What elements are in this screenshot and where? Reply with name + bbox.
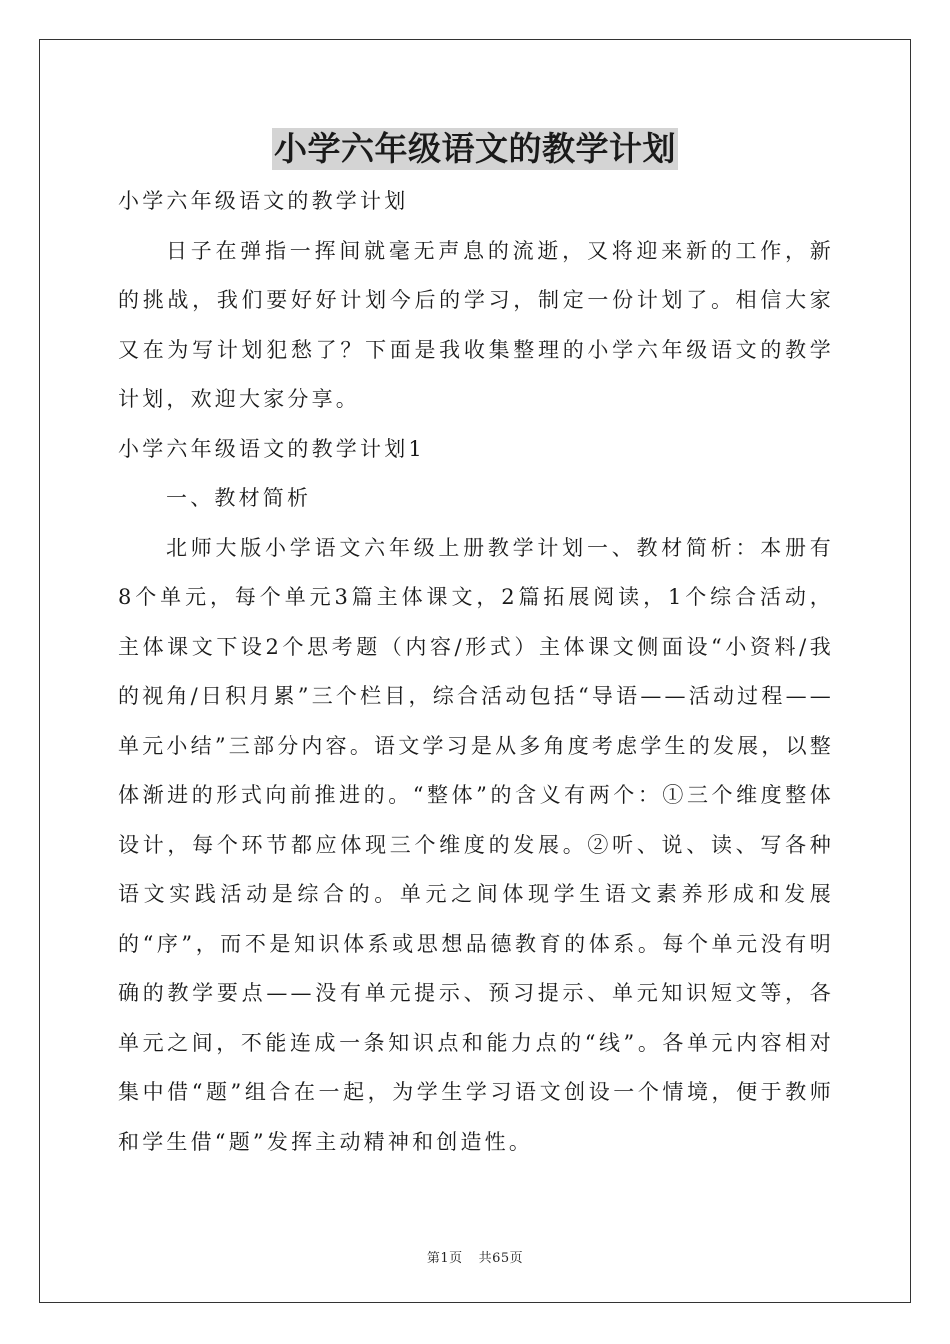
page-footer [0,1247,950,1266]
paragraph-intro: 日子在弹指一挥间就毫无声息的流逝，又将迎来新的工作，新的挑战，我们要好好计划今后的学习，制定一份计划了。相信大家又在为写计划犯愁了？下面是我收集整理的小学六年级语文的教学计划，欢迎大家分享。 [118,238,834,411]
document-body [118,177,834,1167]
page-number: 第1页 [426,1251,463,1266]
page-total: 共65页 [478,1251,524,1266]
paragraph-section-heading: 小学六年级语文的教学计划1 [118,436,425,461]
document-title: 小学六年级语文的教学计划 [274,129,676,168]
paragraph-subtitle: 小学六年级语文的教学计划 [118,189,409,213]
paragraph-body: 北师大版小学语文六年级上册教学计划一、教材简析：本册有8个单元，每个单元3篇主体课文，2篇拓展阅读，1个综合活动，主体课文下设2个思考题（内容/形式）主体课文侧面设“小资料/我的视角/日积月累”三个栏目，综合活动包括“导语——活动过程——单元小结”三部分内容。语文学习是从多角度考虑学生的发展，以整体渐进的形式向前推进的。“整体”的含义有两个：①三个维度整体设计，每个环节都应体现三个维度的发展。②听、说、读、写各种语文实践活动是综合的。单元之间体现学生语文素养形成和发展的“序”，而不是知识体系或思想品德教育的体系。每个单元没有明确的教学要点——没有单元提示、预习提示、单元知识短文等，各单元之间，不能连成一条知识点和能力点的“线”。各单元内容相对集中借“题”组合在一起，为学生学习语文创设一个情境，便于教师和学生借“题”发挥主动精神和创造性。 [118,535,834,1154]
paragraph-subheading: 一、教材简析 [166,486,312,510]
title-wrap [0,128,950,170]
